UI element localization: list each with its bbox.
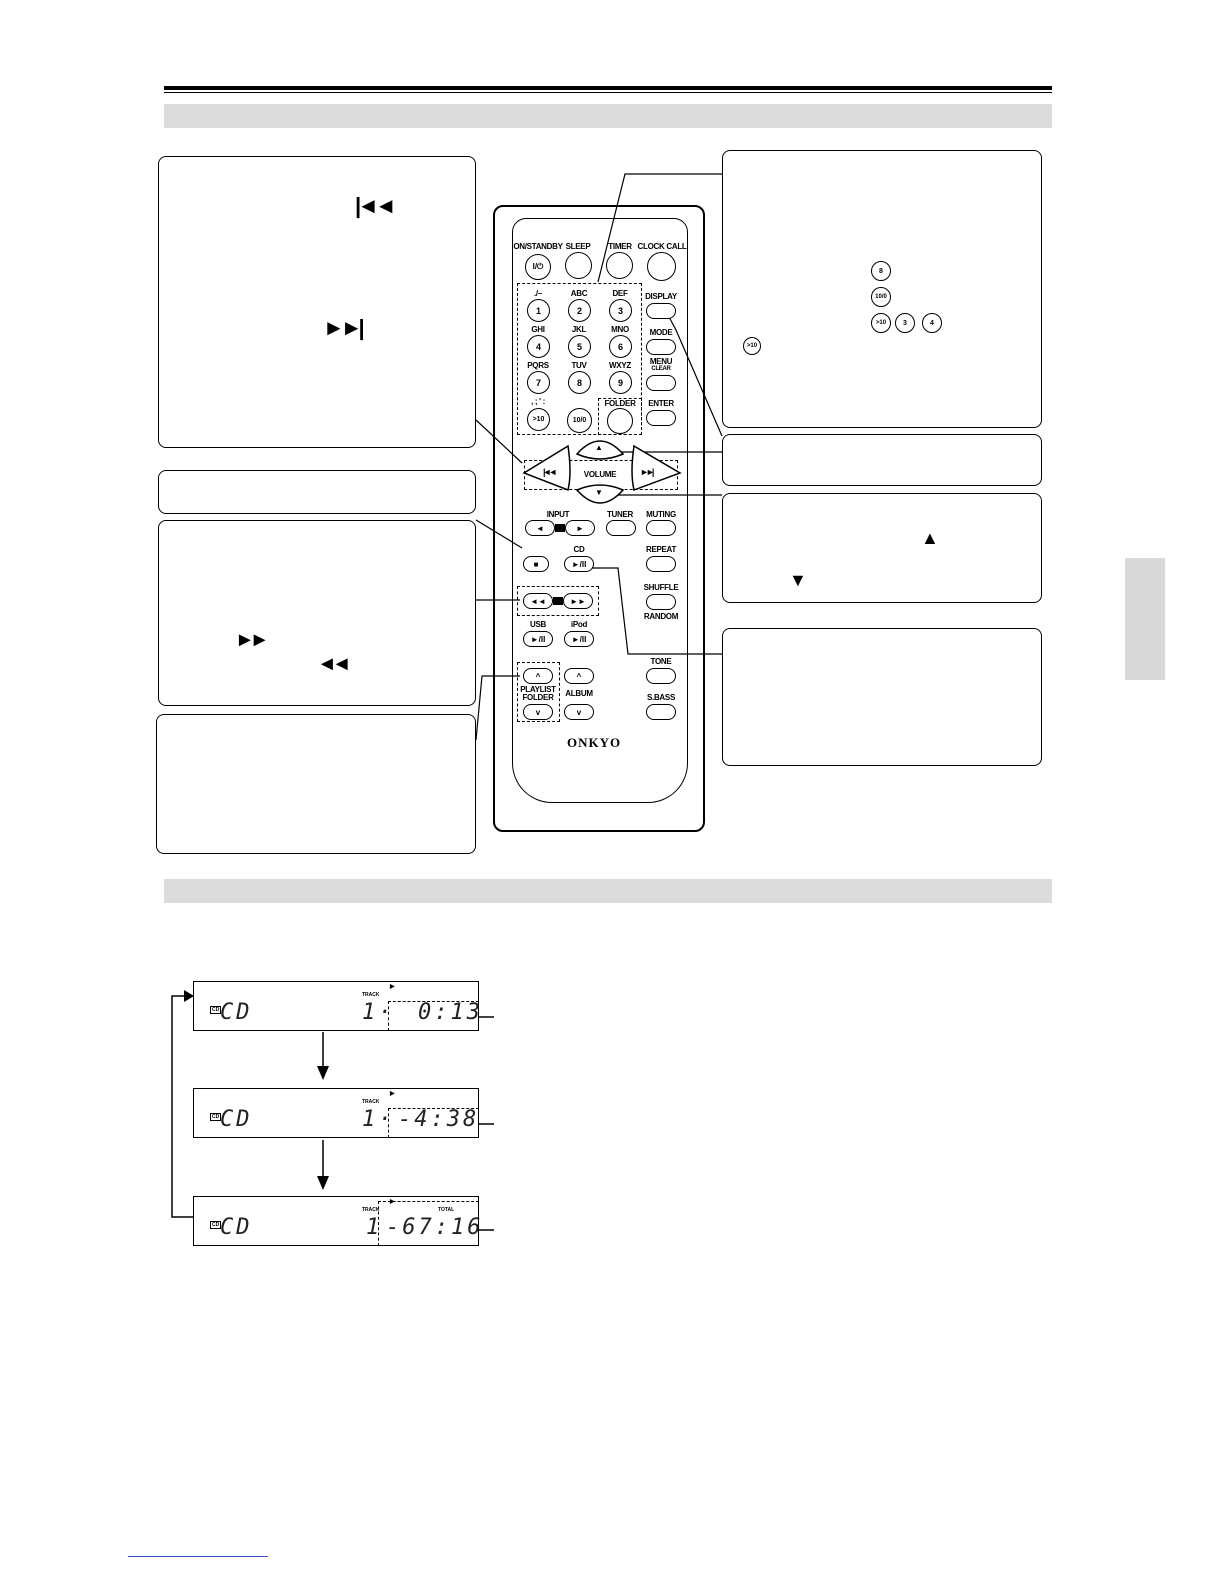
volume-up-arrow-icon: ▲	[921, 528, 939, 548]
keypad-button-4[interactable]: 4	[527, 335, 550, 358]
keypad-button-3[interactable]: 3	[609, 299, 632, 322]
keypad-sub-3: DEF	[612, 289, 628, 298]
display-time: -67:16	[386, 1215, 484, 1240]
keypad-sub-5: JKL	[571, 325, 587, 334]
keypad-button-7[interactable]: 7	[527, 371, 550, 394]
prev-track-icon: |◄◄	[543, 467, 555, 477]
volume-up-icon: ▲	[595, 443, 603, 452]
keypad-sub-2: ABC	[570, 289, 588, 298]
display-track-label: TRACK	[362, 1207, 380, 1213]
keypad-button-2[interactable]: 2	[568, 299, 591, 322]
footer-link-underline	[128, 1556, 268, 1557]
keypad-sub-4: GHI	[531, 325, 545, 334]
shuffle-random-button[interactable]	[646, 594, 676, 610]
label-cd: CD	[573, 545, 585, 554]
example-key-8: 8	[871, 261, 891, 281]
label-on-standby: ON/STANDBY	[513, 242, 563, 251]
example-key-3: 3	[895, 313, 915, 333]
play-indicator-icon: ▶	[390, 1199, 395, 1205]
repeat-button[interactable]	[646, 556, 676, 572]
search-connector	[553, 597, 563, 605]
example-key-4: 4	[922, 313, 942, 333]
sbass-button[interactable]	[646, 704, 676, 720]
input-left-button[interactable]: ◄	[525, 520, 555, 536]
label-menu: MENU	[649, 357, 673, 366]
label-muting: MUTING	[646, 510, 676, 519]
example-key-gt10: >10	[871, 313, 891, 333]
display-track: 1·	[362, 1000, 395, 1025]
volume-down-icon: ▼	[595, 488, 603, 497]
label-playlist-folder: FOLDER	[522, 693, 554, 702]
label-random: RANDOM	[643, 612, 679, 621]
display-button[interactable]	[646, 303, 676, 319]
keypad-sub-8: TUV	[571, 361, 587, 370]
display-source: CD	[220, 1000, 253, 1025]
display-time: 0:13	[418, 1000, 483, 1025]
keypad-button-8[interactable]: 8	[568, 371, 591, 394]
album-up-button[interactable]: ^	[564, 668, 594, 684]
keypad-sub-9: WXYZ	[609, 361, 631, 370]
label-tone: TONE	[650, 657, 672, 666]
cd-indicator-icon: CD	[212, 1007, 220, 1013]
playlist-up-button[interactable]: ^	[523, 668, 553, 684]
keypad-sub-7: PQRS	[527, 361, 549, 370]
keypad-button-gt10[interactable]: >10	[527, 408, 550, 431]
playlist-down-button[interactable]: v	[523, 704, 553, 720]
keypad-button-6[interactable]: 6	[609, 335, 632, 358]
next-track-icon: ►►|	[640, 467, 652, 477]
enter-button[interactable]	[646, 410, 676, 426]
display-source: CD	[220, 1215, 253, 1240]
label-volume: VOLUME	[583, 470, 617, 479]
cd-indicator-icon: CD	[212, 1222, 220, 1228]
play-indicator-icon: ▶	[390, 1091, 395, 1097]
example-key-gt10-inline: >10	[743, 337, 761, 355]
keypad-sub-1: ./–	[534, 289, 542, 298]
cd-indicator-icon: CD	[212, 1114, 220, 1120]
label-clear: CLEAR	[651, 366, 671, 372]
display-track: 1·	[362, 1107, 395, 1132]
label-sleep: SLEEP	[565, 242, 591, 251]
keypad-button-9[interactable]: 9	[609, 371, 632, 394]
fast-forward-button[interactable]: ►►	[563, 593, 593, 609]
clock-call-button[interactable]	[647, 252, 676, 281]
input-connector	[555, 524, 565, 532]
menu-clear-button[interactable]	[646, 375, 676, 391]
example-key-10-0: 10/0	[871, 287, 891, 307]
tuner-button[interactable]	[606, 520, 636, 536]
display-track-label: TRACK	[362, 1099, 380, 1105]
label-tuner: TUNER	[606, 510, 634, 519]
play-indicator-icon: ▶	[390, 984, 395, 990]
display-flow-arrows	[0, 960, 520, 1260]
label-input: INPUT	[546, 510, 570, 519]
label-timer: TIMER	[608, 242, 632, 251]
fast-forward-icon: ►►	[235, 629, 265, 651]
display-track: 1	[366, 1215, 383, 1240]
muting-button[interactable]	[646, 520, 676, 536]
sleep-button[interactable]	[565, 252, 592, 279]
keypad-sub-gt10: , ; ' :	[530, 397, 546, 406]
display-track-label: TRACK	[362, 992, 380, 998]
display-total-label: TOTAL	[438, 1207, 455, 1213]
keypad-sub-6: MNO	[611, 325, 629, 334]
folder-button[interactable]	[607, 408, 633, 434]
label-playlist: PLAYLIST	[520, 685, 556, 694]
volume-down-arrow-icon: ▼	[789, 570, 807, 590]
on-standby-button[interactable]: I/⏻	[525, 254, 551, 280]
previous-icon: |◄◄	[355, 193, 393, 218]
ipod-play-pause-button[interactable]: ►/II	[564, 631, 594, 647]
album-down-button[interactable]: v	[564, 704, 594, 720]
rewind-button[interactable]: ◄◄	[523, 593, 553, 609]
tone-button[interactable]	[646, 668, 676, 684]
label-mode: MODE	[649, 328, 673, 337]
label-display: DISPLAY	[645, 292, 677, 301]
usb-play-pause-button[interactable]: ►/II	[523, 631, 553, 647]
display-time: -4:38	[398, 1107, 480, 1132]
label-ipod: iPod	[570, 620, 588, 629]
label-folder: FOLDER	[604, 399, 636, 408]
label-clock-call: CLOCK CALL	[637, 242, 687, 251]
timer-button[interactable]	[606, 252, 633, 279]
label-usb: USB	[530, 620, 546, 629]
keypad-button-1[interactable]: 1	[527, 299, 550, 322]
label-shuffle: SHUFFLE	[643, 583, 679, 592]
next-icon: ►►|	[323, 315, 361, 340]
rewind-icon: ◄◄	[317, 653, 347, 675]
cd-play-pause-button[interactable]: ►/II	[564, 556, 594, 572]
mode-button[interactable]	[646, 339, 676, 355]
input-right-button[interactable]: ►	[565, 520, 595, 536]
label-album: ALBUM	[565, 689, 593, 698]
keypad-button-5[interactable]: 5	[568, 335, 591, 358]
label-sbass: S.BASS	[647, 693, 675, 702]
onkyo-logo: ONKYO	[567, 735, 622, 750]
display-source: CD	[220, 1107, 253, 1132]
label-repeat: REPEAT	[645, 545, 677, 554]
keypad-button-10-0[interactable]: 10/0	[567, 408, 592, 433]
label-enter: ENTER	[648, 399, 674, 408]
stop-button[interactable]: ■	[523, 556, 549, 572]
